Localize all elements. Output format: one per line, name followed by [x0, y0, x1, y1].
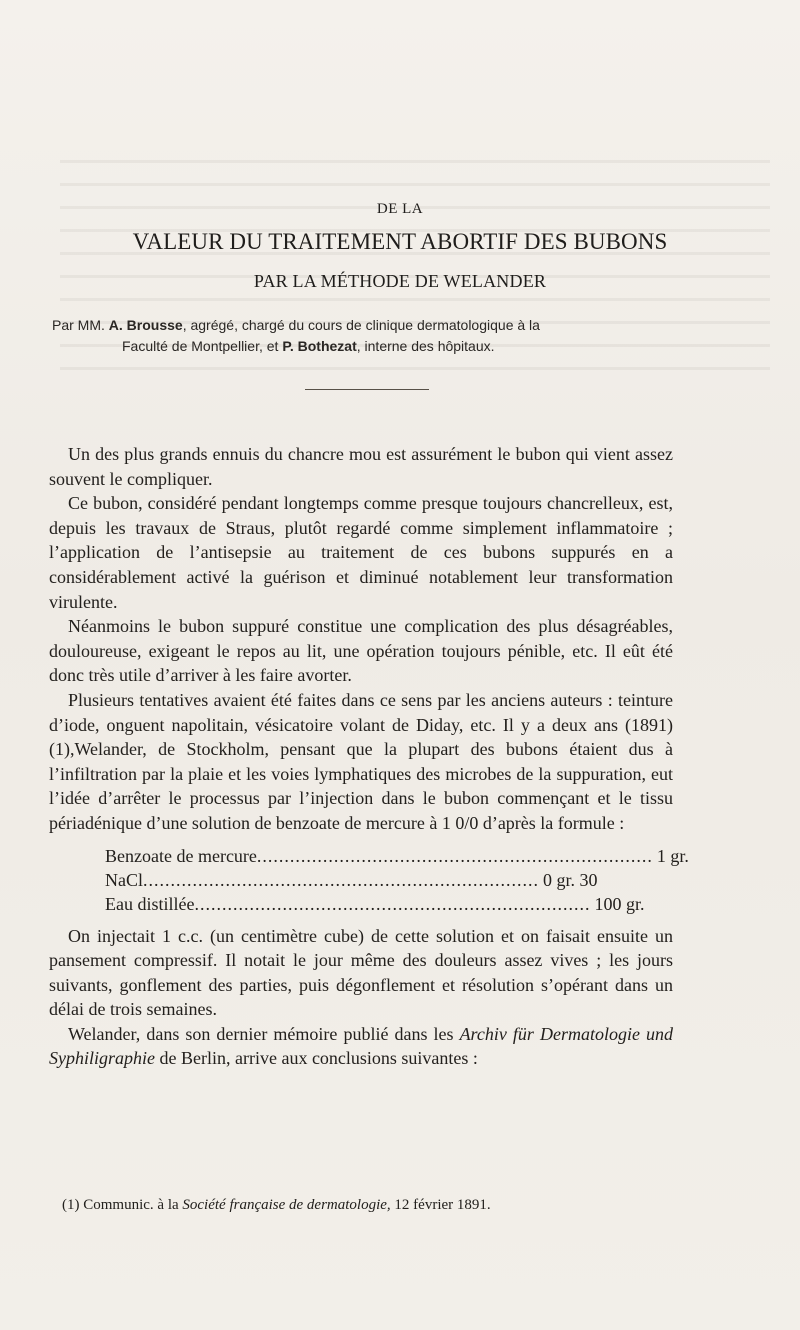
formula-row [105, 844, 689, 868]
formula-quantity: 100 gr. [594, 893, 645, 914]
journal-title: Archiv für Dermatologie und Syphiligraphie [49, 1023, 673, 1069]
paragraph-2: Ce bubon, considéré pendant longtemps comme presque toujours chancrelleux, est, depuis les travaux de Straus, plutôt regardé comme simplement inflammatoire ; l’application de l’antisepsie au traitement de ces bubons suppurés en a considérablement activé la guérison et diminué notablement leur transformation virulente. [49, 493, 673, 612]
formula-quantity: 1 gr. [656, 845, 689, 866]
formula-ingredient: NaCl [105, 869, 143, 890]
paragraph-4: Plusieurs tentatives avaient été faites dans ce sens par les anciens auteurs : teinture d’iode, onguent napolitain, vésicatoire volant de Diday, etc. Il y a deux ans (1891) (1),Welander, de Stockholm, pensant que la plupart des bubons étaient dus à l’infiltration par la plaie et les voies lymphatiques des microbes de la suppuration, eut l’idée d’arrêter le processus par l’injection dans le bubon commençant et le tissu périadénique d’une solution de benzoate de mercure à 1 0/0 d’après la formule : [49, 689, 673, 833]
author-role-1: , agrégé, chargé du cours de clinique dermatologique à la [182, 317, 540, 333]
paragraph-1: Un des plus grands ennuis du chancre mou est assurément le bubon qui vient assez souvent le compliquer. [49, 444, 673, 489]
author-line-1 [52, 315, 682, 336]
leader-dots: ........................................................................ [143, 869, 539, 890]
footnote-end: 12 février 1891. [390, 1197, 491, 1213]
footnote [62, 1197, 491, 1214]
footnote-society: Société française de dermatologie, [182, 1197, 391, 1213]
leader-dots: ........................................................................ [194, 893, 591, 914]
formula-ingredient: Benzoate de mercure [105, 845, 257, 866]
author-name-2: P. Bothezat [282, 338, 357, 354]
author-name-1: A. Brousse [108, 317, 183, 333]
article-body [49, 442, 689, 1071]
author-affiliation: Faculté de Montpellier, et [122, 338, 283, 354]
author-prefix: Par MM. [52, 317, 109, 333]
footnote-start: (1) Communic. à la [62, 1197, 183, 1213]
formula-row [105, 868, 605, 892]
author-role-2: , interne des hôpitaux. [356, 338, 495, 354]
paragraph-6-end: de Berlin, arrive aux conclusions suivantes : [155, 1048, 478, 1069]
paragraph-3: Néanmoins le bubon suppuré constitue une complication des plus désagréables, douloureuse, exigeant le repos au lit, une opération toujours pénible, etc. Il eût été donc très utile d’arriver à les faire avorter. [49, 616, 673, 686]
formula-quantity: 0 gr. 30 [543, 869, 598, 890]
separator-rule [305, 389, 429, 390]
formula-row [105, 892, 645, 916]
leader-dots: ........................................................................ [256, 845, 653, 866]
paragraph-5: On injectait 1 c.c. (un centimètre cube) de cette solution et on faisait ensuite un pansement compressif. Il notait le jour même des douleurs assez vives ; les jours suivants, gonflement des parties, puis dégonflement et résolution s’opérant dans un délai de trois semaines. [49, 925, 673, 1020]
pre-title: DE LA [376, 201, 424, 217]
author-block [52, 315, 682, 357]
author-line-2 [52, 336, 682, 357]
paragraph-6 [49, 1022, 673, 1071]
article-title: VALEUR DU TRAITEMENT ABORTIF DES BUBONS [132, 229, 668, 254]
formula-ingredient: Eau distillée [105, 893, 195, 914]
formula-table [105, 844, 689, 916]
article-subtitle: PAR LA MÉTHODE DE WELANDER [253, 271, 547, 291]
paragraph-6-start: Welander, dans son dernier mémoire publié dans les [68, 1023, 460, 1044]
